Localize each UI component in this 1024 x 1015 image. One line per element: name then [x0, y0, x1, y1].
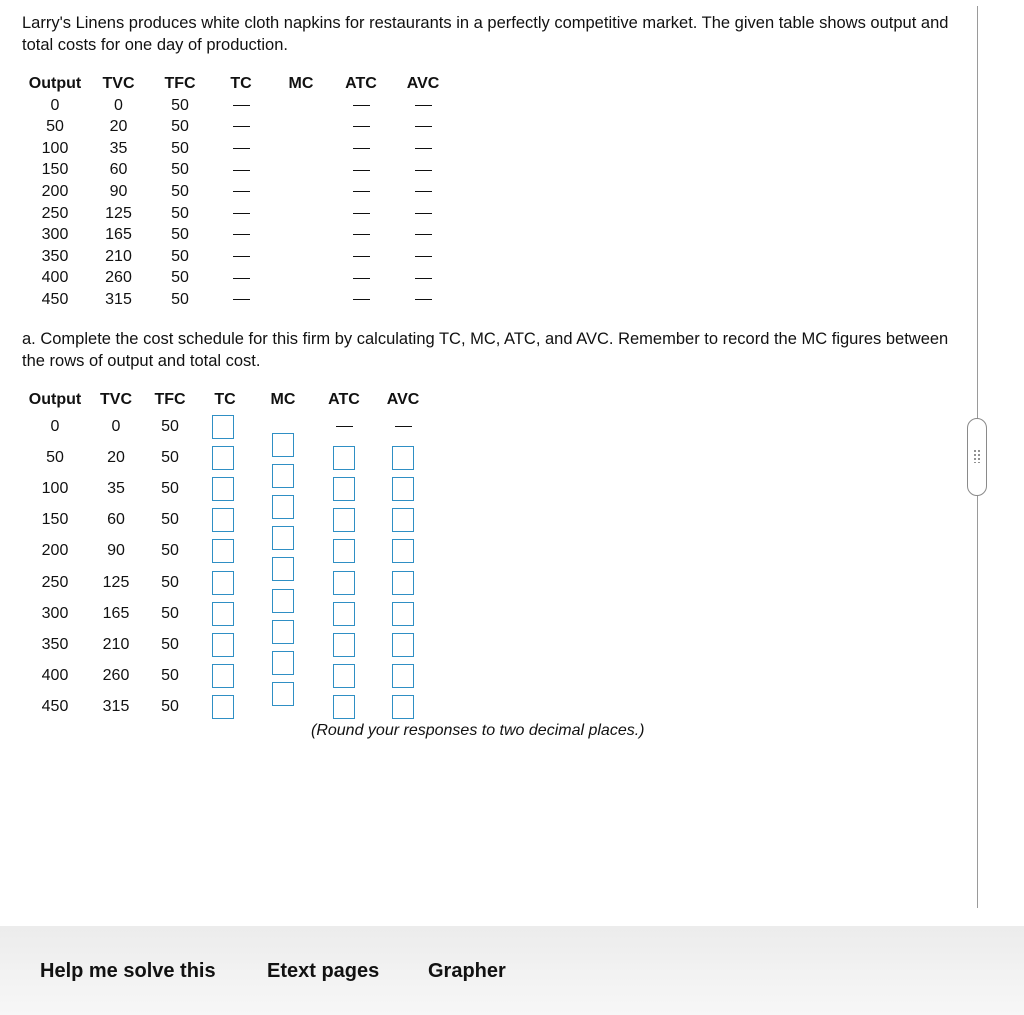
given-header-avc: AVC — [406, 75, 440, 92]
given-cell: 50 — [171, 226, 189, 244]
answer-cell: 200 — [41, 542, 69, 560]
dash-mark — [233, 148, 250, 149]
given-header-tvc: TVC — [102, 75, 135, 92]
answer-header-tfc: TFC — [154, 391, 186, 408]
mc-input[interactable] — [272, 651, 294, 675]
answer-table-row — [26, 695, 446, 719]
empty-cell-dash — [341, 159, 381, 181]
empty-cell-dash — [403, 159, 443, 181]
answer-table-row — [26, 664, 446, 688]
answer-table-row — [26, 602, 446, 626]
given-table-row — [26, 224, 466, 246]
given-cell: 50 — [171, 204, 189, 222]
empty-cell-dash — [403, 138, 443, 160]
panel-resize-handle[interactable] — [967, 418, 987, 496]
answer-cell: 100 — [41, 480, 69, 498]
empty-cell-dash — [341, 203, 381, 225]
answer-cell: 50 — [161, 480, 179, 498]
answer-header-row — [26, 389, 446, 411]
dash-mark — [233, 213, 250, 214]
given-cell: 50 — [171, 161, 189, 179]
tc-input[interactable] — [212, 477, 234, 501]
empty-cell-dash — [341, 95, 381, 117]
given-cell: 300 — [41, 226, 69, 244]
answer-cell: 35 — [107, 480, 125, 498]
avc-input[interactable] — [392, 571, 414, 595]
given-cell: 210 — [105, 247, 132, 265]
answer-cell: 50 — [161, 666, 179, 684]
answer-cell: 165 — [102, 604, 130, 622]
empty-cell-dash — [226, 159, 256, 181]
empty-cell-dash — [403, 289, 443, 311]
empty-cell-dash — [226, 224, 256, 246]
dash-mark — [415, 170, 432, 171]
dash-mark — [233, 299, 250, 300]
atc-input[interactable] — [333, 664, 355, 688]
answer-table-row — [26, 508, 446, 532]
answer-cell: 0 — [111, 418, 121, 435]
empty-cell-dash — [403, 224, 443, 246]
footer-toolbar — [0, 926, 1024, 1015]
empty-cell-dash — [403, 246, 443, 268]
dash-mark — [415, 278, 432, 279]
avc-input[interactable] — [392, 477, 414, 501]
tc-input[interactable] — [212, 415, 234, 439]
tc-input[interactable] — [212, 633, 234, 657]
answer-cell: 0 — [50, 418, 60, 435]
given-cell: 400 — [41, 269, 69, 287]
answer-table-row — [26, 571, 446, 595]
empty-cell-dash — [341, 138, 381, 160]
avc-input[interactable] — [392, 508, 414, 532]
avc-input[interactable] — [392, 695, 414, 719]
dash-mark — [415, 234, 432, 235]
dash-mark — [415, 299, 432, 300]
answer-table-row — [26, 477, 446, 501]
given-cell: 450 — [41, 291, 69, 308]
empty-cell-dash — [324, 415, 364, 439]
empty-cell-dash — [403, 95, 443, 117]
dash-mark — [353, 234, 370, 235]
dash-mark — [353, 213, 370, 214]
rounding-note: (Round your responses to two decimal places.) — [311, 722, 645, 739]
given-table-row — [26, 95, 466, 117]
given-cell: 250 — [41, 204, 69, 222]
dash-mark — [353, 299, 370, 300]
given-cell: 200 — [41, 183, 69, 200]
answer-cell: 125 — [102, 573, 130, 591]
dash-mark — [353, 170, 370, 171]
problem-intro: Larry's Linens produces white cloth napkins for restaurants in a perfectly competitive market. The given table shows output and total costs for one day of production. — [22, 14, 949, 54]
given-table-row — [26, 138, 466, 160]
answer-cell: 50 — [161, 604, 179, 622]
given-cell: 20 — [109, 118, 128, 136]
answer-cell: 50 — [161, 635, 179, 653]
empty-cell-dash — [341, 267, 381, 289]
empty-cell-dash — [226, 181, 256, 203]
answer-cell: 50 — [161, 697, 179, 715]
dash-mark — [353, 256, 370, 257]
given-cell: 50 — [171, 269, 189, 287]
empty-cell-dash — [341, 246, 381, 268]
atc-input[interactable] — [333, 539, 355, 563]
dash-mark — [395, 426, 412, 427]
answer-cell: 350 — [41, 635, 69, 653]
empty-cell-dash — [226, 203, 256, 225]
empty-cell-dash — [341, 224, 381, 246]
empty-cell-dash — [403, 267, 443, 289]
dash-mark — [415, 191, 432, 192]
answer-cell: 315 — [102, 697, 130, 715]
given-cell: 50 — [171, 247, 189, 265]
mc-input[interactable] — [272, 557, 294, 581]
given-header-output: Output — [28, 75, 82, 92]
answer-header-avc: AVC — [386, 391, 420, 408]
empty-cell-dash — [403, 181, 443, 203]
empty-cell-dash — [226, 138, 256, 160]
given-cell: 50 — [171, 183, 189, 200]
dash-mark — [415, 148, 432, 149]
answer-cell: 60 — [107, 511, 125, 529]
answer-cell: 50 — [161, 418, 179, 435]
dash-mark — [233, 170, 250, 171]
given-cell: 50 — [171, 118, 189, 136]
atc-input[interactable] — [333, 508, 355, 532]
empty-cell-dash — [403, 203, 443, 225]
tc-input[interactable] — [212, 695, 234, 719]
help-me-solve-button[interactable]: Help me solve this — [40, 960, 216, 982]
given-cell: 60 — [109, 161, 128, 179]
answer-header-tc: TC — [214, 391, 236, 408]
given-header-tfc: TFC — [164, 75, 196, 92]
avc-input[interactable] — [392, 539, 414, 563]
given-header-mc: MC — [288, 75, 314, 92]
given-table-row — [26, 246, 466, 268]
atc-input[interactable] — [333, 446, 355, 470]
answer-cell: 450 — [41, 697, 69, 715]
answer-cell: 400 — [41, 666, 69, 684]
answer-cell: 50 — [161, 573, 179, 591]
empty-cell-dash — [226, 246, 256, 268]
grapher-button[interactable]: Grapher — [428, 960, 506, 982]
tc-input[interactable] — [212, 508, 234, 532]
answer-header-atc: ATC — [328, 391, 360, 408]
empty-cell-dash — [341, 116, 381, 138]
tc-input[interactable] — [212, 602, 234, 626]
mc-input[interactable] — [272, 433, 294, 457]
tc-input[interactable] — [212, 539, 234, 563]
mc-input[interactable] — [272, 526, 294, 550]
given-table-row — [26, 289, 466, 311]
given-cell: 350 — [41, 247, 69, 265]
given-cell: 50 — [46, 118, 64, 136]
empty-cell-dash — [226, 289, 256, 311]
dash-mark — [415, 126, 432, 127]
given-cell: 0 — [50, 96, 60, 114]
empty-cell-dash — [226, 116, 256, 138]
dash-mark — [353, 278, 370, 279]
answer-table-row — [26, 633, 446, 657]
etext-pages-button[interactable]: Etext pages — [267, 960, 380, 982]
atc-input[interactable] — [333, 602, 355, 626]
answer-cell: 210 — [102, 635, 130, 653]
answer-cell: 260 — [102, 666, 130, 684]
given-header-row — [26, 73, 466, 95]
given-cell: 90 — [109, 183, 128, 200]
dash-mark — [233, 278, 250, 279]
given-header-atc: ATC — [345, 75, 377, 92]
given-header-tc: TC — [230, 75, 252, 92]
answer-cell: 90 — [107, 542, 125, 560]
atc-input[interactable] — [333, 633, 355, 657]
empty-cell-dash — [226, 267, 256, 289]
dash-mark — [415, 213, 432, 214]
answer-table-row — [26, 446, 446, 470]
tc-input[interactable] — [212, 571, 234, 595]
answer-header-output: Output — [28, 391, 82, 408]
dash-mark — [415, 256, 432, 257]
answer-table-row — [26, 415, 446, 439]
dash-mark — [233, 126, 250, 127]
answer-cell: 50 — [161, 449, 179, 467]
dash-mark — [233, 256, 250, 257]
given-cell: 50 — [171, 139, 189, 157]
dash-mark — [233, 234, 250, 235]
given-table-row — [26, 267, 466, 289]
given-cell: 315 — [105, 291, 132, 308]
empty-cell-dash — [341, 181, 381, 203]
atc-input[interactable] — [333, 477, 355, 501]
answer-cell: 50 — [161, 511, 179, 529]
answer-table-row — [26, 539, 446, 563]
avc-input[interactable] — [392, 633, 414, 657]
answer-header-mc: MC — [270, 391, 296, 408]
instruction-text: a. Complete the cost schedule for this firm by calculating TC, MC, ATC, and AVC. Remember to record the MC figures between the rows of output and total cost. — [22, 330, 949, 370]
given-cell: 150 — [41, 161, 69, 179]
answer-cell: 50 — [161, 542, 179, 560]
given-cell: 0 — [114, 96, 123, 114]
avc-input[interactable] — [392, 664, 414, 688]
avc-input[interactable] — [392, 602, 414, 626]
mc-input[interactable] — [272, 464, 294, 488]
mc-input[interactable] — [272, 682, 294, 706]
given-table-row — [26, 116, 466, 138]
given-cell: 50 — [171, 96, 189, 114]
atc-input[interactable] — [333, 695, 355, 719]
empty-cell-dash — [383, 415, 423, 439]
mc-input[interactable] — [272, 495, 294, 519]
answer-cell: 250 — [41, 573, 69, 591]
empty-cell-dash — [226, 95, 256, 117]
atc-input[interactable] — [333, 571, 355, 595]
given-table-row — [26, 181, 466, 203]
dash-mark — [353, 191, 370, 192]
given-cell: 100 — [41, 139, 69, 157]
answer-cell: 20 — [107, 449, 125, 467]
answer-cell: 50 — [46, 449, 64, 467]
dash-mark — [415, 105, 432, 106]
mc-input[interactable] — [272, 589, 294, 613]
given-cell: 125 — [105, 204, 132, 222]
dash-mark — [336, 426, 353, 427]
tc-input[interactable] — [212, 664, 234, 688]
grip-icon — [973, 449, 981, 463]
given-table-row — [26, 203, 466, 225]
avc-input[interactable] — [392, 446, 414, 470]
dash-mark — [353, 148, 370, 149]
empty-cell-dash — [341, 289, 381, 311]
answer-cell: 300 — [41, 604, 69, 622]
given-cell: 260 — [105, 269, 132, 287]
given-cell: 165 — [105, 226, 132, 244]
given-table-row — [26, 159, 466, 181]
empty-cell-dash — [403, 116, 443, 138]
given-cell: 50 — [171, 291, 189, 308]
dash-mark — [233, 105, 250, 106]
tc-input[interactable] — [212, 446, 234, 470]
dash-mark — [353, 105, 370, 106]
answer-header-tvc: TVC — [100, 391, 132, 408]
mc-input[interactable] — [272, 620, 294, 644]
dash-mark — [353, 126, 370, 127]
dash-mark — [233, 191, 250, 192]
given-cell: 35 — [109, 139, 128, 157]
answer-cell: 150 — [41, 511, 69, 529]
